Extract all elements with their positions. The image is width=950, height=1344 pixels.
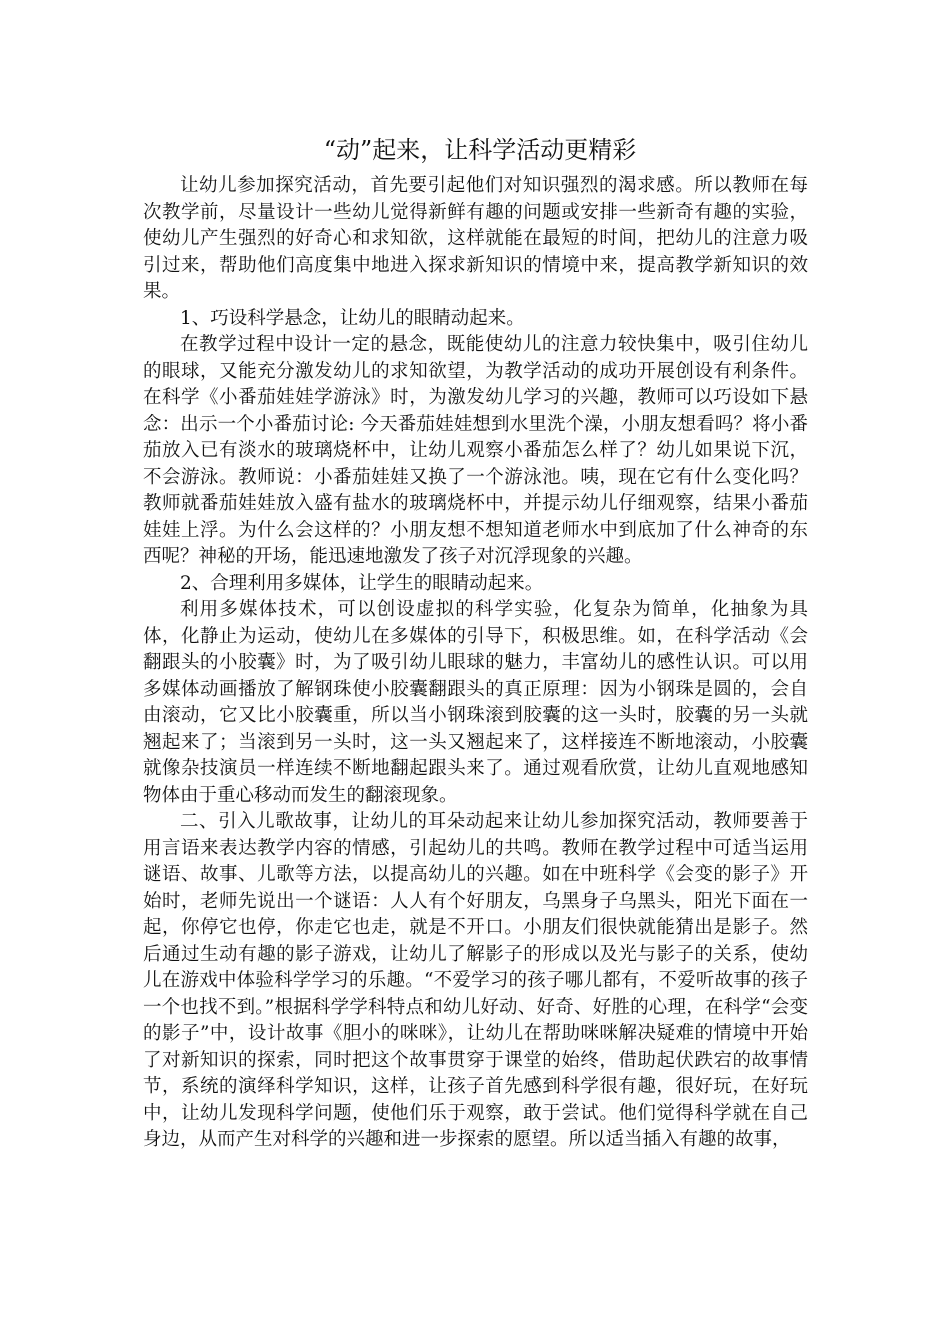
- paragraph-heading-1: 1、巧设科学悬念，让幼儿的眼睛动起来。: [180, 307, 525, 329]
- paragraph-heading-2: 2、合理利用多媒体，让学生的眼睛动起来。: [180, 572, 544, 594]
- paragraph-stories: 二、引入儿歌故事，让幼儿的耳朵动起来让幼儿参加探究活动，教师要善于用言语来表达教学内容的情感，引起幼儿的共鸣。教师在教学过程中可适当运用谜语、故事、儿歌等方法，以提高幼儿的兴趣。如在中班科学《会变的影子》开始时，老师先说出一个谜语：人人有个好朋友，乌黑身子乌黑头，阳光下面在一起，你停它也停，你走它也走，就是不开口。小朋友们很快就能猜出是影子。然后通过生动有趣的影子游戏，让幼儿了解影子的形成以及光与影子的关系，使幼儿在游戏中体验科学学习的乐趣。“不爱学习的孩子哪儿都有，不爱听故事的孩子一个也找不到。”根据科学学科特点和幼儿好动、好奇、好胜的心理，在科学“会变的影子”中，设计故事《胆小的咪咪》，让幼儿在帮助咪咪解决疑难的情境中开始了对新知识的探索，同时把这个故事贯穿于课堂的始终，借助起伏跌宕的故事情节，系统的演绎科学知识，这样，让孩子首先感到科学很有趣，很好玩，在好玩中，让幼儿发现科学问题，使他们乐于观察，敢于尝试。他们觉得科学就在自己身边，从而产生对科学的兴趣和进一步探索的愿望。所以适当插入有趣的故事，: [143, 811, 808, 1150]
- paragraph-multimedia: 利用多媒体技术，可以创设虚拟的科学实验，化复杂为简单，化抽象为具体，化静止为运动，使幼儿在多媒体的引导下，积极思维。如，在科学活动《会翻跟头的小胶囊》时，为了吸引幼儿眼球的魅力，丰富幼儿的感性认识。可以用多媒体动画播放了解钢珠使小胶囊翻跟头的真正原理：因为小钢珠是圆的，会自由滚动，它又比小胶囊重，所以当小钢珠滚到胶囊的这一头时，胶囊的另一头就翘起来了；当滚到另一头时，这一头又翘起来了，这样接连不断地滚动，小胶囊就像杂技演员一样连续不断地翻起跟头来了。通过观看欣赏，让幼儿直观地感知物体由于重心移动而发生的翻滚现象。: [143, 599, 808, 806]
- document-body: [143, 173, 808, 1154]
- paragraph-intro: 让幼儿参加探究活动，首先要引起他们对知识强烈的渴求感。所以教师在每次教学前，尽量设计一些幼儿觉得新鲜有趣的问题或安排一些新奇有趣的实验，使幼儿产生强烈的好奇心和求知欲，这样就能在最短的时间，把幼儿的注意力吸引过来，帮助他们高度集中地进入探求新知识的情境中来，提高教学新知识的效果。: [143, 175, 808, 302]
- document-title: “动”起来，让科学活动更精彩: [323, 136, 637, 164]
- paragraph-suspense: 在教学过程中设计一定的悬念，既能使幼儿的注意力较快集中，吸引住幼儿的眼球，又能充分激发幼儿的求知欲望，为教学活动的成功开展创设有利条件。在科学《小番茄娃娃学游泳》时，为激发幼儿学习的兴趣，教师可以巧设如下悬念：出示一个小番茄讨论: 今天番茄娃娃想到水里洗个澡，小朋友想看吗？将小番茄放入已有淡水的玻璃烧杯中，让幼儿观察小番茄怎么样了？幼儿如果说下沉，不会游泳。教师说：小番茄娃娃又换了一个游泳池。咦，现在它有什么变化吗？教师就番茄娃娃放入盛有盐水的玻璃烧杯中，并提示幼儿仔细观察，结果小番茄娃娃上浮。为什么会这样的？小朋友想不想知道老师水中到底加了什么神奇的东西呢？神秘的开场，能迅速地激发了孩子对沉浮现象的兴趣。: [143, 334, 808, 567]
